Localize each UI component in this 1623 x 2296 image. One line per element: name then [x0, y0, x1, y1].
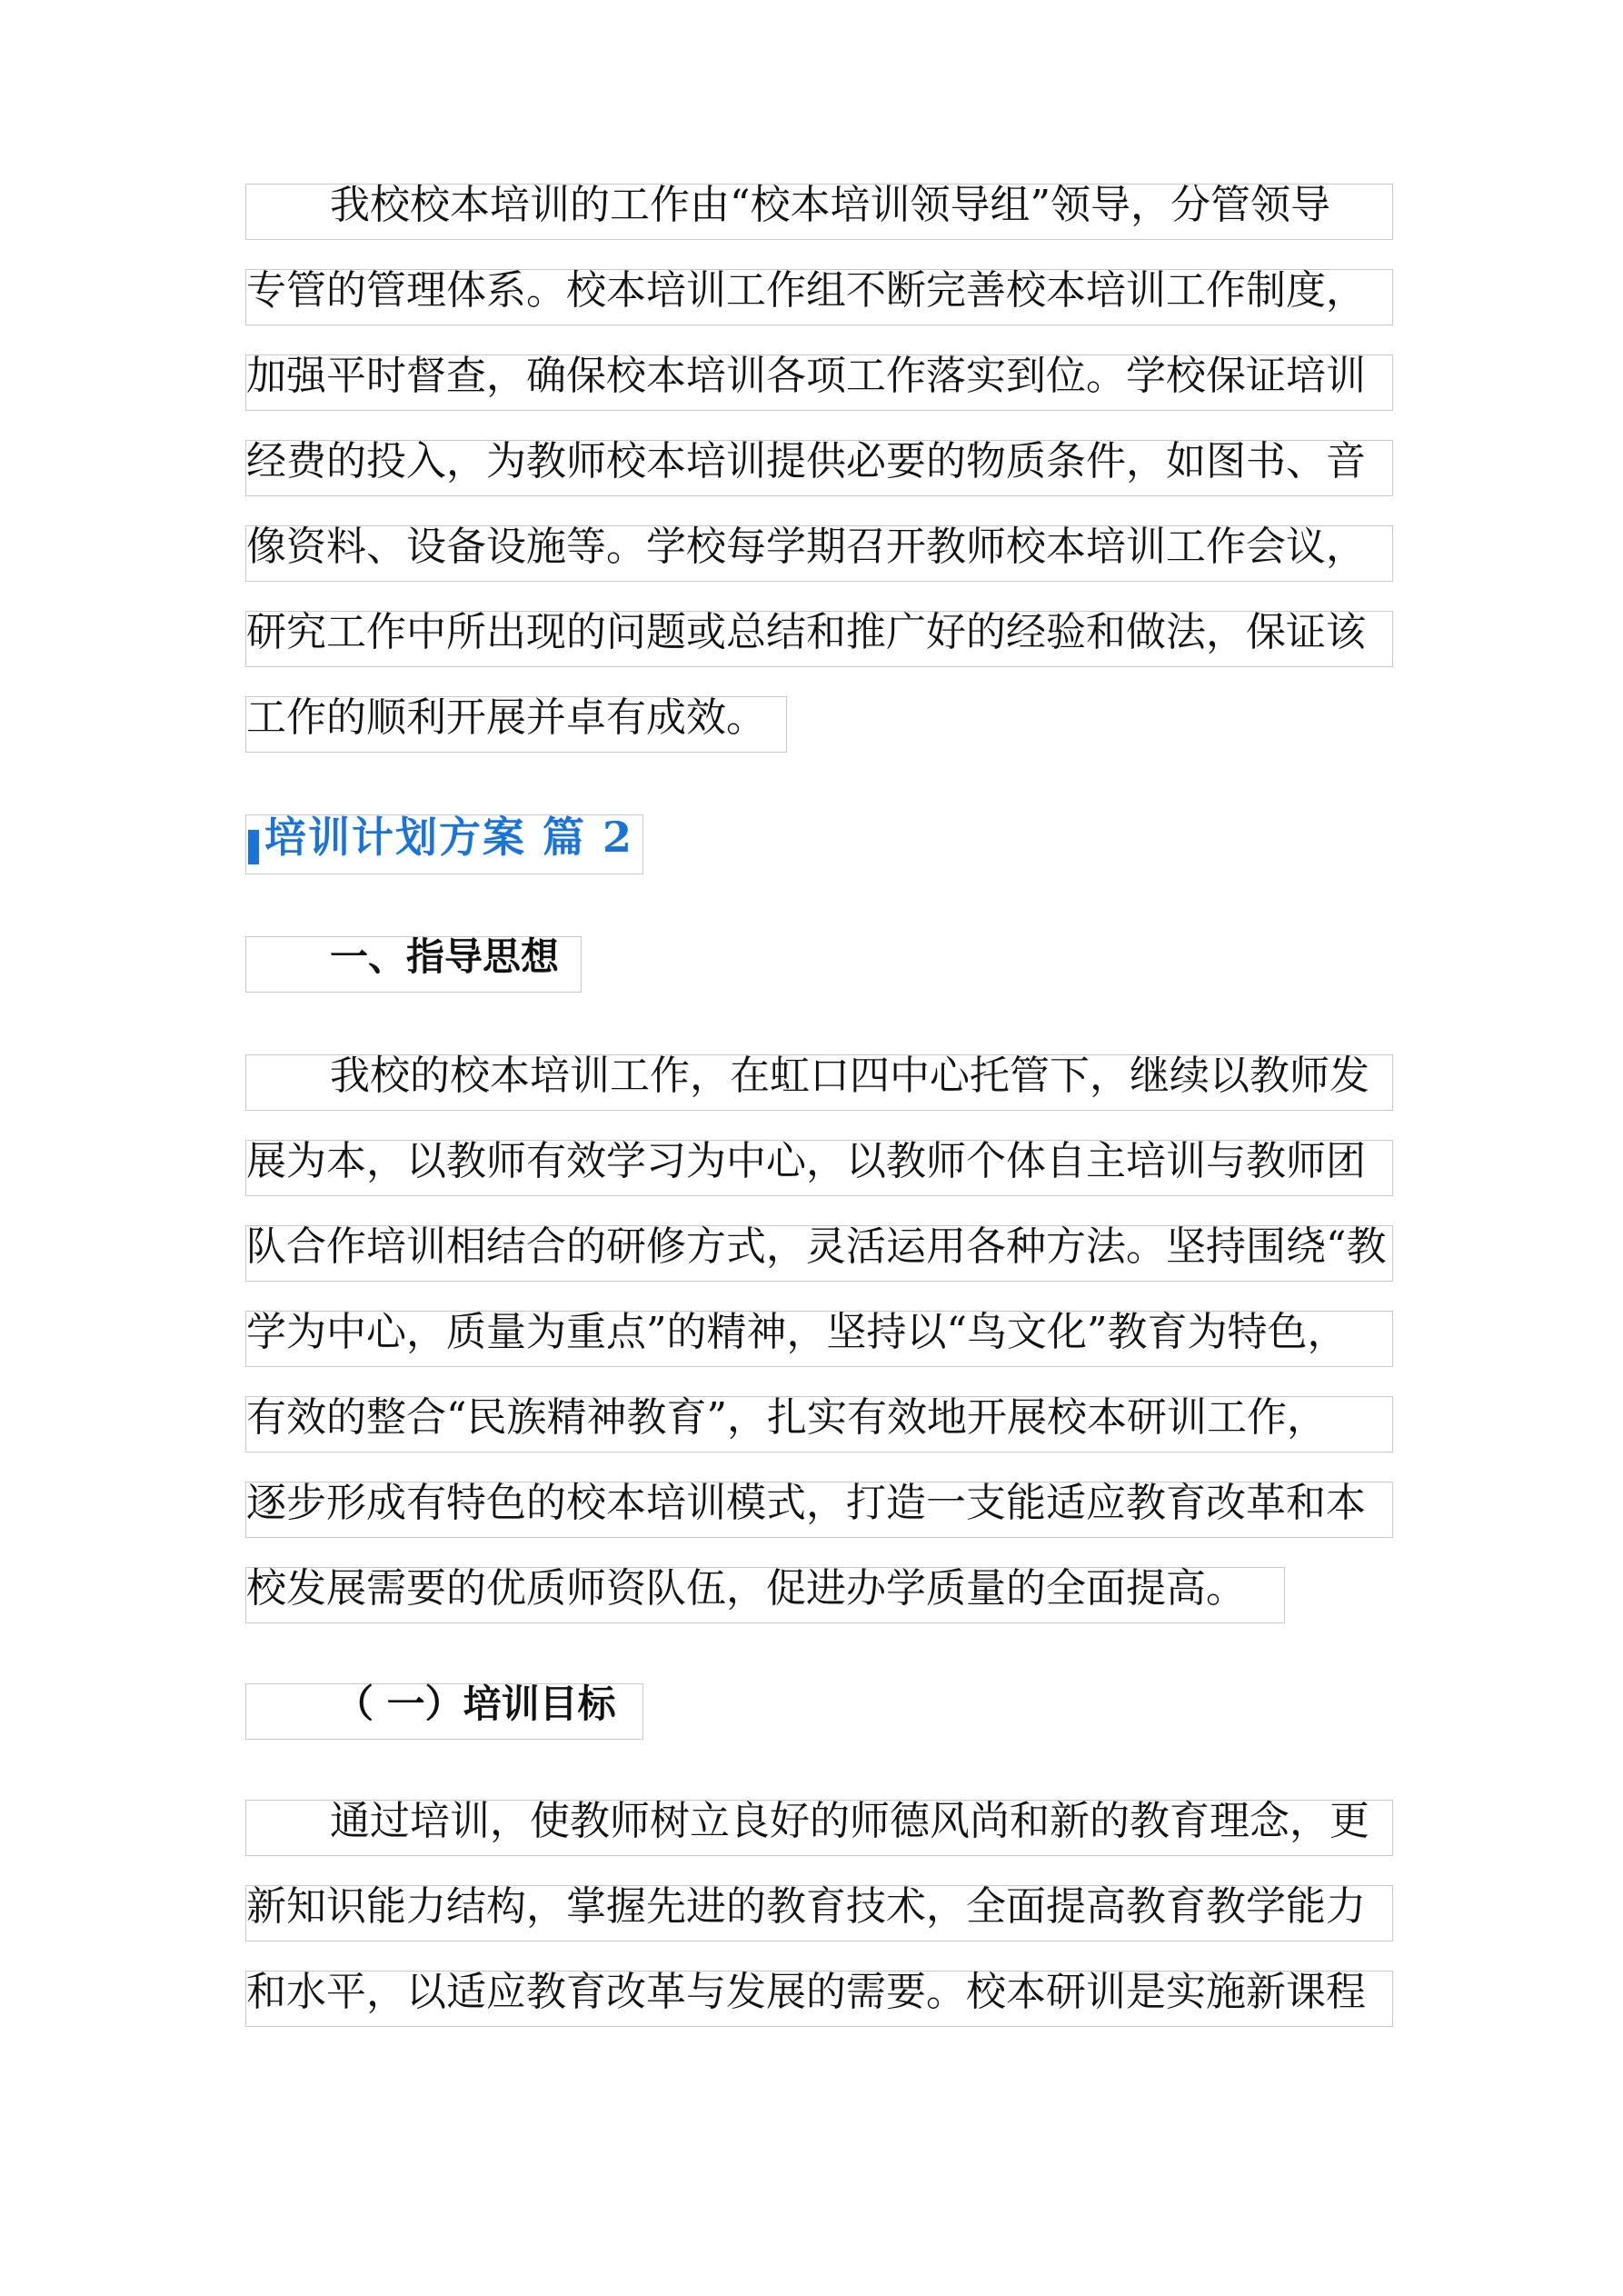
- paragraph-line: 我校的校本培训工作，在虹口四中心托管下，继续以教师发: [245, 1054, 1393, 1111]
- heading-training-goals: （ 一）培训目标: [245, 1683, 643, 1740]
- paragraph-line: 加强平时督查，确保校本培训各项工作落实到位。学校保证培训: [245, 354, 1393, 411]
- paragraph-line: 专管的管理体系。校本培训工作组不断完善校本培训工作制度，: [245, 269, 1393, 325]
- paragraph-line: 和水平，以适应教育改革与发展的需要。校本研训是实施新课程: [245, 1971, 1393, 2027]
- section-title: 培训计划方案 篇 2: [245, 814, 643, 874]
- paragraph-line: 我校校本培训的工作由“校本培训领导组”领导，分管领导: [245, 184, 1393, 240]
- paragraph-line: 学为中心，质量为重点”的精神，坚持以“鸟文化”教育为特色，: [245, 1311, 1393, 1367]
- heading-guiding-ideology: 一、指导思想: [245, 936, 582, 993]
- paragraph-line: 逐步形成有特色的校本培训模式，打造一支能适应教育改革和本: [245, 1482, 1393, 1538]
- paragraph-line: 校发展需要的优质师资队伍，促进办学质量的全面提高。: [245, 1567, 1285, 1623]
- paragraph-line: 展为本，以教师有效学习为中心，以教师个体自主培训与教师团: [245, 1140, 1393, 1196]
- paragraph-line: 新知识能力结构，掌握先进的教育技术，全面提高教育教学能力: [245, 1885, 1393, 1942]
- paragraph-line: 工作的顺利开展并卓有成效。: [245, 696, 787, 753]
- paragraph-line: 经费的投入，为教师校本培训提供必要的物质条件，如图书、音: [245, 440, 1393, 496]
- paragraph-line: 队合作培训相结合的研修方式，灵活运用各种方法。坚持围绕“教: [245, 1225, 1393, 1282]
- paragraph-line: 有效的整合“民族精神教育”，扎实有效地开展校本研训工作，: [245, 1396, 1393, 1452]
- paragraph-line: 通过培训，使教师树立良好的师德风尚和新的教育理念，更: [245, 1800, 1393, 1856]
- paragraph-line: 像资料、设备设施等。学校每学期召开教师校本培训工作会议，: [245, 525, 1393, 582]
- heading-marker: [248, 830, 259, 864]
- paragraph-line: 研究工作中所出现的问题或总结和推广好的经验和做法，保证该: [245, 611, 1393, 667]
